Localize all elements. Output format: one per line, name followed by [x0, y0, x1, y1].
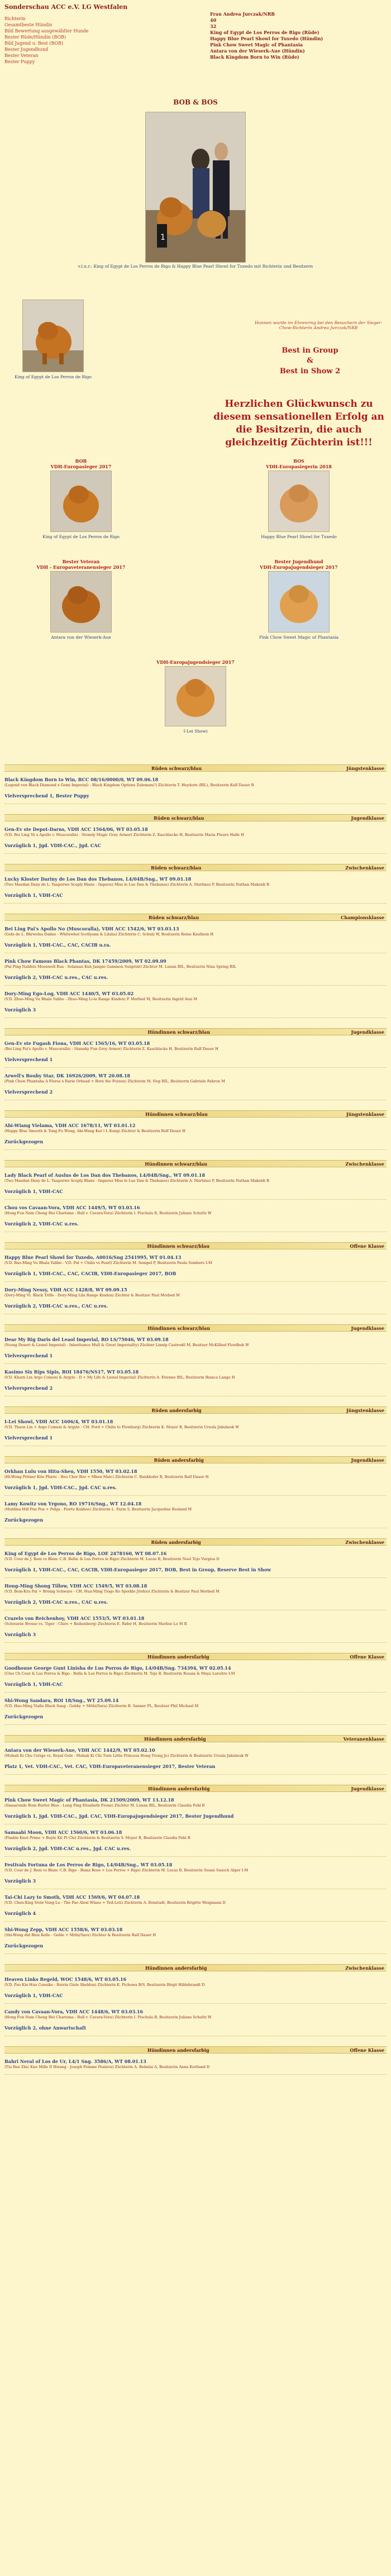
dog-name: Pink Chow Sweet Magic of Phantasia, DK 21509/2009, WT 13.12.18 — [4, 1797, 174, 1803]
dog-name: Lucky Kloster Dariny de Los Dan dos Thebanos, L4/04B/Sng., WT 09.01.18 — [4, 876, 192, 882]
entry-divider — [4, 1363, 387, 1364]
result-entry — [4, 1073, 387, 1100]
result-entry — [4, 876, 387, 904]
summary-value: 40 — [210, 17, 217, 23]
entry-divider — [4, 1724, 387, 1725]
ilei-photo-art — [165, 667, 226, 726]
bob-bos-caption: v.l.n.r.: King of Egypt de Los Perros de Rigo & Happy Blue Pearl Showl for Tuxedo mit Richterin und Besitzern — [78, 264, 313, 269]
section-class: Zwischenklasse — [345, 1965, 384, 1971]
section-class: Offene Klasse — [350, 2047, 384, 2053]
dog-pedigree: (Two Maedan Dany de L. Yaaporwe Scoply Blane - Imperez Miss le Lue Dan & Thebanos) Züchterin A. Martinez P, Besitzerin Nathan Makeidi B — [4, 882, 269, 887]
result-section — [4, 864, 387, 904]
dog-result: Vielversprechend 1 — [4, 1435, 53, 1441]
congratulations-text: Herzlichen Glückwunsch zu diesem sensationellen Erfolg an die Besitzerin, die auch gleichzeitig Züchterin ist!!! — [213, 398, 384, 448]
dog-pedigree: (V.D. Bom-Kru Pat + Brenig Schware - CH. Hua-Ming Tiogo Ro Sporkle Jitehio) Züchterin & Besitzer Paul Morbed M — [4, 1589, 220, 1594]
result-entry — [4, 1797, 387, 1824]
dog-pedigree: (Shi-Wong did Blen Kelle - Geble + Mithi/Sara) Züchter & Besitzerin Ralf Dauer H — [4, 1933, 156, 1937]
section-class: Championsklasse — [341, 914, 384, 920]
section-header — [4, 764, 387, 772]
youth-europe-heading: VDH-Europajugendsieger 2017 — [156, 659, 235, 665]
dog-result: Vorzüglich 1, VDH-CAC — [4, 1993, 63, 1998]
entry-divider — [4, 1149, 387, 1150]
summary-label: Gesamtbeste Hündin — [4, 22, 53, 27]
summary-label: Bester Veteran — [4, 53, 39, 58]
result-section — [4, 1242, 387, 1314]
section-header — [4, 1538, 387, 1546]
dog-result: Vorzüglich 1, VDH-CAC., CAC, CACIB, VDH-Europasieger 2017, BOB — [4, 1271, 177, 1276]
dog-result: Zurückgezogen — [4, 1714, 44, 1719]
result-entry — [4, 1698, 387, 1725]
section-class: Jüngstenklasse — [346, 1111, 384, 1117]
section-header — [4, 1735, 387, 1742]
section-header — [4, 814, 387, 821]
section-class: Zwischenklasse — [345, 1161, 384, 1167]
result-entry — [4, 958, 387, 986]
dog-result: Vorzüglich 2, VDH-CAC u.res., CAC u.res. — [4, 1599, 108, 1605]
bos-photo-art — [269, 471, 329, 531]
dog-result: Zurückgezogen — [4, 1943, 44, 1948]
dog-name: I-Lei Showi, VDH ACC 1606/4, WT 03.01.18 — [4, 1419, 113, 1424]
result-section — [4, 814, 387, 854]
dog-pedigree: (V.D. Kharn Lin Argo Comeni & Argyle - D + My Life & Lionel Imperial) Züchterin A. Etienne BIL, Besitzerin Bianca Lange H — [4, 1375, 235, 1380]
dog-result: Vorzüglich 1, VDH-CAC., CAC, CACIB u.ra. — [4, 942, 111, 948]
dog-pedigree: (V.D. Cour de J. Reni vs Blanc C.B. Bellic & Lus Porros le Rigo) Züchterin M. Lucas B, Besitzerin Noel Tojo Vurgius D — [4, 1557, 220, 1561]
result-entry — [4, 1665, 387, 1693]
result-section — [4, 1964, 387, 2036]
section-header — [4, 864, 387, 871]
dog-name: Festivals Fortuna de Los Perros de Rigo, L4/04B/Sng., WT 03.05.18 — [4, 1862, 173, 1867]
entry-divider — [4, 2003, 387, 2004]
result-section — [4, 1324, 387, 1396]
dog-result: Vorzüglich 2, VDH-CAC u.res. — [4, 1221, 79, 1227]
section-header — [4, 1160, 387, 1167]
summary-label: Bester Rüde/Hündin (BOB) — [4, 35, 66, 40]
dog-result: Vorzüglich 1, VDH-CAC — [4, 1189, 63, 1194]
result-entry — [4, 1205, 387, 1232]
result-entry — [4, 1172, 387, 1200]
entry-divider — [4, 1856, 387, 1857]
bob-heading: BOB — [75, 458, 87, 464]
summary-value: King of Egypt de Los Perros de Rigo (Rüde) — [210, 30, 320, 35]
entry-divider — [4, 985, 387, 986]
result-section — [4, 1653, 387, 1725]
veteran-heading: Bester Veteran — [62, 559, 100, 564]
dog-pedigree: (Muhali Ki Chu Cetige vs. Royal Gole - Muhali Ki Chi Turn Little Princess Hong Trong Jo) Züchterin & Besitzerin Ursula Jakubesk W — [4, 1753, 249, 1758]
section-title: Hündinnen schwarz/blau — [147, 1029, 211, 1035]
bob-subheading: VDH-Europasieger 2017 — [50, 464, 112, 469]
section-title: Rüden schwarz/blau — [151, 765, 202, 771]
result-entry — [4, 2059, 387, 2075]
dog-result: Vorzüglich 1, Jgd. VDH-CAC., Jgd. CAC, VDH-Europajugendsieger 2017, Bester Jugendhund — [4, 1813, 234, 1819]
section-class: Jugendklasse — [351, 1457, 384, 1463]
dog-pedigree: (V.D. Zhuo-Ming Vu Bhala Yalibo - Zhuo-Ming Li-la Range Kinden) P. Morbed M, Besitzerin Ingrid Arai M — [4, 997, 197, 1001]
section-header — [4, 1785, 387, 1792]
summary-values — [210, 11, 389, 60]
dog-result: Vorzüglich 2, ohne Anwartschaft — [4, 2025, 87, 2031]
dog-pedigree: (Dory-Ming Vl. Black Trifle - Dory-Ming Lila Range Kinden) Züchter & Besitzer Paul Morbed M — [4, 1293, 180, 1297]
result-entry — [4, 926, 387, 953]
dog-pedigree: (Schwarze Brosso vs. Tiger - Chiro + Reihenberg) Züchterin E. Rider H, Besitzerin Marlise Lo M R — [4, 1622, 187, 1626]
entry-divider — [4, 1495, 387, 1496]
dog-result: Vielversprechend 1 — [4, 1057, 53, 1062]
dog-result: Vorzüglich 1, VDH-CAC — [4, 892, 63, 898]
youth-photo-art — [269, 572, 329, 632]
bob-bos-photo — [145, 112, 246, 263]
result-entry — [4, 1551, 387, 1578]
summary-value: Antara von der Wieserk-Aue (Hündin) — [210, 48, 305, 54]
dog-name: Hong-Ming Shong Tillow, VDH ACC 1549/5, WT 03.08.18 — [4, 1583, 147, 1589]
youth-caption: Pink Chow Sweet Magic of Phantasia — [259, 635, 338, 640]
dog-pedigree: (Hi-Wong Pritner Kite Phiotc - Boo Chor Boo + Mhen Matc) Züchterin C. Bankhofer B, Besitzerin Ralf Dauer H — [4, 1475, 209, 1479]
entry-divider — [4, 1692, 387, 1693]
result-entry — [4, 777, 387, 804]
veteran-caption: Antara von der Wieserk-Aue — [51, 635, 111, 640]
result-section — [4, 1456, 387, 1528]
section-title: Hündinnen andersfarbig — [145, 1965, 207, 1971]
dog-pedigree: (Happy Blue Smooth & Tong Fu Wong, Abi-Wang Kur l L Kong) Züchter & Besitzerin Rolf Dauer H — [4, 1129, 185, 1133]
section-header — [4, 1653, 387, 1660]
dog-name: Lady Black Pearl of Auslus de Los Dan dos Thebanos, L4/04B/Sng., WT 09.01.18 — [4, 1172, 206, 1178]
section-header — [4, 914, 387, 921]
result-entry — [4, 1583, 387, 1610]
result-entry — [4, 1976, 387, 2004]
section-title: Hündinnen schwarz/blau — [147, 1243, 210, 1249]
dog-pedigree: (Gobi de L. Bhrwelsa Dabne - Whitewhol Scotlyann & Lilaha) Züchterin C. Schulz W, Besitzerin Reine Kaulhein H — [4, 932, 213, 937]
result-entry — [4, 991, 387, 1018]
section-class: Zwischenklasse — [345, 1539, 384, 1545]
section-title: Hündinnen schwarz/blau — [145, 1111, 208, 1117]
entry-divider — [4, 2074, 387, 2075]
dog-name: Orkhan Lulu von Hitu-Sheu, VDH 1550, WT 03.02.18 — [4, 1468, 137, 1474]
dog-result: Vorzüglich 3 — [4, 1632, 36, 1637]
dog-result: Vorzüglich 1, Jgd. VDH-CAC., Jgd. CAC u.res. — [4, 1485, 117, 1490]
youth-heading: Bester Jugendhund — [274, 559, 323, 564]
dog-name: Dory-Ming Ego-Log, VDH ACC 1440/5, WT 03.05.02 — [4, 991, 134, 996]
dog-result: Vorzüglich 3 — [4, 1007, 36, 1013]
result-entry — [4, 1040, 387, 1068]
best-in-group-label: Best in Group — [282, 346, 338, 355]
dog-name: Dear My Big Daris del Leaol Imperial, RO LS/75046, WT 03.09.18 — [4, 1337, 169, 1342]
result-section — [4, 1785, 387, 1954]
entry-divider — [4, 1577, 387, 1578]
result-section — [4, 1735, 387, 1775]
dog-name: Abi-Wiang Vielama, VDH ACC 1678/11, WT 03.01.12 — [4, 1123, 136, 1128]
result-entry — [4, 1337, 387, 1364]
section-title: Hündinnen andersfarbig — [144, 1736, 206, 1742]
dog-pedigree: (V.D. Thaon Lin + Argo Comeni & Argyle - CH. Ford + Chilis to Flowburg) Züchterin K. Moyer B, Besitzerin Ursula Jakubesk W — [4, 1425, 239, 1429]
bob-photo-art — [51, 471, 111, 531]
result-entry — [4, 1747, 387, 1775]
dog-name: Tai-Chi Lazy to Smoth, VDH ACC 1569/6, WT 04.07.18 — [4, 1894, 140, 1900]
dog-pedigree: (Cleo Ch Cour & Lus Porros & Rigo - Bella & Los Porros le Rigo) Züchterin M. Tojo B, Besitzerin Rosaia & Maya Laroitre I-M — [4, 1671, 235, 1676]
section-title: Rüden andersfarbig — [151, 1407, 202, 1413]
result-entry — [4, 1369, 387, 1396]
section-header — [4, 2046, 387, 2054]
dog-name: Antara von der Wieserk-Aue, VDH ACC 1442/9, WT 05.02.10 — [4, 1747, 155, 1753]
dog-name: Gen-Ev ste Depot-Darns, VDH ACC 1564/06, WT 03.05.18 — [4, 826, 148, 832]
summary-label: Bild Jugend u. Best (BOB) — [4, 41, 64, 46]
result-entry — [4, 1254, 387, 1282]
section-header — [4, 1324, 387, 1332]
dog-result: Vorzüglich 2, Jgd. VDH-CAC u.res., Jgd. CAC u.res. — [4, 1846, 131, 1851]
section-title: Rüden andersfarbig — [154, 1457, 204, 1463]
summary-label: Richterin — [4, 16, 26, 21]
dog-result: Vorzüglich 4 — [4, 1910, 36, 1916]
summary-value: Pink Chow Sweet Magic of Phantasia — [210, 42, 303, 47]
bos-photo — [268, 470, 330, 532]
result-entry — [4, 1123, 387, 1150]
dog-pedigree: (Tiu Ree Zhic Kno Mille D Hwang - Joseph Femme Poalova) Züchterin A. Belmini A, Besitzerin Anna Kortland D — [4, 2065, 210, 2069]
bob-photo — [50, 470, 112, 532]
section-header — [4, 1110, 387, 1118]
youth-photo — [268, 571, 330, 633]
section-class: Zwischenklasse — [345, 864, 384, 871]
summary-value: 32 — [210, 23, 217, 29]
result-section — [4, 764, 387, 804]
dog-name: Bahri Neral of Los de Ur, L4/1 Sng. 3586/A, WT 08.01.13 — [4, 2059, 146, 2064]
section-title: Rüden schwarz/blau — [148, 914, 199, 920]
result-section — [4, 2046, 387, 2075]
entry-divider — [4, 903, 387, 904]
result-entry — [4, 1615, 387, 1643]
section-header — [4, 1964, 387, 1971]
dog-result: Vorzüglich 3 — [4, 1878, 36, 1884]
result-section — [4, 1538, 387, 1643]
section-header — [4, 1028, 387, 1035]
dog-pedigree: (Pal Ping Nahfels Moonwell Bua - Solaman Kuh Jampie Gammon Sunprint) Züchter M. Lunan BIL, Besitzerin Nina Spring BIL — [4, 964, 236, 969]
section-title: Rüden andersfarbig — [151, 1539, 201, 1545]
section-title: Rüden schwarz/blau — [150, 864, 202, 871]
bob-bos-title: BOB & BOS — [173, 98, 218, 106]
dog-pedigree: (V.D. Bei Ling Ni x Apollo v. Muscoralla) - Stonely Magic Grey Armor) Züchterin Z. Kaschlacke H, Besitzerin Maria Fleuro Halle H — [4, 833, 244, 837]
result-entry — [4, 1829, 387, 1857]
dog-name: Bei Ling Pai's Apollo No (Muscoralla), VDH ACC 1542/6, WT 03.03.13 — [4, 926, 179, 931]
bos-heading: BOS — [293, 458, 304, 464]
dog-result: Vorzüglich 1, VDH-CAC., CAC, CACIB, VDH-Europasieger 2017, BOB, Best in Group, Reserve Best in Show — [4, 1567, 271, 1572]
dog-pedigree: (Moldina Hill Pon Pon + Pohja - Fiorte Kakhoe) Züchterin L. Farm S, Besitzerin Jacqueline Rosland M — [4, 1507, 192, 1512]
section-class: Jüngstenklasse — [346, 765, 384, 771]
svg-text:1: 1 — [160, 233, 165, 242]
dog-name: Shi-Wong Zepp, VDH ACC 1558/6, WT 03.03.18 — [4, 1927, 123, 1932]
dog-name: Crazelo von Reichenhoy, VDH ACC 1553/5, WT 03.01.18 — [4, 1615, 145, 1621]
result-entry — [4, 1419, 387, 1446]
entry-divider — [4, 1281, 387, 1282]
king-group-photo — [22, 300, 84, 372]
dog-name: King of Egypt de Los Perros de Rigo, LOE 2478160, WT 08.07.16 — [4, 1551, 167, 1556]
dog-result: Vorzüglich 2, VDH-CAC u.res., CAC u.res. — [4, 1303, 108, 1309]
dog-pedigree: (Bei Ling Pai's Apollo v. Muscoralla) - Stanaky Fun Grey Armor) Züchterin Z. Kaschlacke H, Besitzerin Ralf Dauer H — [4, 1047, 218, 1051]
dog-result: Vorzüglich 1, Jgd. VDH-CAC., Jgd. CAC — [4, 843, 101, 848]
section-title: Hündinnen schwarz/blau — [147, 1325, 211, 1331]
dog-result: Vorzüglich 1, VDH-CAC — [4, 1681, 63, 1687]
dog-name: Heaven Links Regeld, WOC 1548/6, WT 03.05.16 — [4, 1976, 127, 1982]
section-header — [4, 1456, 387, 1463]
dog-pedigree: (Pink Chow Phantaba A Flerse x Rarie Orhead + Bore the Fozzen) Züchterin M. Nep BIL, Besitzerin Gabriele Fahron M — [4, 1079, 225, 1083]
dog-name: Pink Chow Famous Black Phantas, DK 17459/2009, WT 02.09.09 — [4, 958, 166, 964]
section-class: Jugendklasse — [351, 815, 384, 821]
dog-pedigree: (Young Desert & Lionel Imperial) - Inheritance Mull & Great Imperiality) Züchter Linnip Castrodil M, Besitzer McKillied Flordbek W — [4, 1343, 249, 1347]
dog-name: Arwell's Bouby Star, DK 16926/2009, WT 20.08.18 — [4, 1073, 130, 1078]
section-class: Offene Klasse — [350, 1243, 384, 1249]
king-group-photo-art — [23, 300, 83, 372]
dog-name: Samaabi Moon, VDH ACC 1560/6, WT 03.06.18 — [4, 1829, 122, 1835]
section-header — [4, 1406, 387, 1414]
result-entry — [4, 1894, 387, 1922]
dog-pedigree: (Two Maedan Dany de L. Yaaporwe Scoply Blane - Imperez Miss le Lue Dan & Thebanos) Züchterin A. Martinez P, Besitzerin Nathan Makeidi B — [4, 1178, 269, 1183]
honour-ring-note: Hunnen wurde im Ehrenring bei den Besuchern der Sieger-Chow-Richterin Andrea Jurczak/NRB — [254, 320, 383, 330]
result-entry — [4, 1862, 387, 1889]
dog-pedigree: (Pimble Knot Prime + Buyle Kit Pi Chi) Züchterin & Besitzerin S. Moyer B, Besitzerin Claudia Pohl B — [4, 1836, 190, 1840]
dog-pedigree: (V.D. Chen-Xing Stole Vong-Lu - The Pao Alexi Winee + Ted-Leti) Züchterin A. Bonstadt, Besitzerin Brigitte Weigmann D — [4, 1900, 226, 1905]
youth-subheading: VDH-Europajugendsieger 2017 — [260, 564, 338, 570]
dog-pedigree: (Hong Fun Nam Chong Hei Charisma - Bull v. Cavara-Vora) Züchterin I. Pischula B, Besitzerin Juliane Schultz W — [4, 2015, 212, 2019]
summary-label: Bester Puppy — [4, 59, 35, 64]
dog-pedigree: (V.D. Bao-Ming Vu Bhala Yalibo - V.D. Pal + Chilis vs Pearl) Züchterin M. Sempel P, Besitzerin Paula Sombers I-M — [4, 1261, 212, 1265]
section-class: Veteranenklasse — [343, 1736, 384, 1742]
dog-name: Shi-Wong Sandara, ROI 18/Sng., WT 25.09.14 — [4, 1698, 119, 1703]
site-title: Sonderschau ACC e.V. LG Westfalen — [4, 3, 128, 11]
result-section — [4, 1406, 387, 1446]
dog-name: Happy Blue Pearl Showl for Tuxedo, A0016/Sng 2541995, WT 01.04.13 — [4, 1254, 182, 1260]
dog-pedigree: (V.D. Hao-Ming Vialle Black Sang - Gebby + Mithi/Sara) Züchterin B. Sanner PL, Besitzer Phil Michael M — [4, 1704, 199, 1708]
dog-name: Kasimo Six Rips Sipis, ROI 18476/NS17, WT 03.05.18 — [4, 1369, 139, 1375]
entry-divider — [4, 1199, 387, 1200]
result-section — [4, 914, 387, 1018]
dog-result: Vielversprechend 1, Bester Puppy — [4, 793, 89, 799]
result-entry — [4, 2009, 387, 2036]
bos-caption: Happy Blue Pearl Showl for Tuxedo — [261, 534, 337, 539]
veteran-photo — [50, 571, 112, 633]
ilei-caption: I-Lei Showi — [183, 729, 208, 734]
result-section — [4, 1028, 387, 1100]
entry-divider — [4, 853, 387, 854]
summary-value: Frau Andrea Jurczak/NRB — [210, 11, 275, 17]
section-class: Jugendklasse — [351, 1325, 384, 1331]
dog-result: Vielversprechend 1 — [4, 1353, 53, 1358]
section-class: Jugendklasse — [351, 1029, 384, 1035]
result-entry — [4, 1501, 387, 1528]
entry-divider — [4, 1921, 387, 1922]
bob-bos-photo-art — [146, 112, 245, 262]
summary-label: Bester Jugendhund — [4, 47, 49, 52]
bos-subheading: VDH-Europasiegerin 2018 — [266, 464, 332, 469]
entry-divider — [4, 1774, 387, 1775]
entry-divider — [4, 1067, 387, 1068]
result-entry — [4, 826, 387, 854]
dog-result: Vorzüglich 2, VDH-CAC u.res., CAC u.res. — [4, 975, 108, 980]
dog-name: Lamy Kowitz von Yrgono, RO 19716/Sng., WT 12.04.18 — [4, 1501, 142, 1506]
result-section — [4, 1110, 387, 1150]
section-title: Hündinnen andersfarbig — [147, 2047, 209, 2053]
summary-value: Black Kingdom Born to Win (Rüde) — [210, 54, 299, 60]
dog-result: Vielversprechend 2 — [4, 1385, 53, 1391]
section-class: Jugendklasse — [351, 1785, 384, 1791]
king-group-caption: King of Egypt de Los Perros de Rigo — [15, 374, 92, 379]
dog-name: Dory-Ming Nessy, VDH ACC 1428/8, WT 09.09.15 — [4, 1287, 127, 1292]
dog-pedigree: (Smaaronde Bum Burter Blue - Long Ping Elisabeth Frone) Züchter M. Lunan BIL, Besitzerin Claudia Pohl B — [4, 1803, 205, 1808]
dog-pedigree: (Legend von Black Diamond x Gemi Imperial) - Black Kingdom Options Zuleman(!) Züchterin T. Heydorn (BIL), Besitzerin Kulf Dauer B — [4, 783, 254, 787]
summary-labels — [4, 16, 172, 65]
results-list — [4, 754, 387, 2075]
best-in-show-label: Best in Show 2 — [279, 367, 341, 376]
dog-pedigree: (Hong Fun Nam Chong Hei Charisma - Bull v. Cavara-Vora) Züchterin I. Pischula B, Besitzerin Juliane Schultz W — [4, 1211, 212, 1215]
veteran-subheading: VDH - Europaveteranensieger 2017 — [36, 564, 126, 570]
dog-result: Zurückgezogen — [4, 1139, 44, 1144]
entry-divider — [4, 1642, 387, 1643]
section-header — [4, 1242, 387, 1249]
section-title: Hündinnen andersfarbig — [147, 1653, 209, 1660]
dog-result: Vielversprechend 2 — [4, 1089, 53, 1095]
dog-pedigree: (V.D. Pao Kin Hua Ceneiko - Reivin Giele Sheldon) Züchterin K. Pichowa B/S, Besitzerin Birgit Hildebrandt D — [4, 1983, 205, 1987]
dog-name: Black Kingdom Born to Win, BCC 08/16/0000/0, WT 09.06.18 — [4, 777, 159, 782]
dog-result: Zurückgezogen — [4, 1517, 44, 1523]
summary-label: Bild Bewertung ausgewählter Hunde — [4, 28, 89, 34]
dog-name: Gen-Ev ste Fugash Fiona, VDH ACC 1565/16, WT 03.05.18 — [4, 1040, 150, 1046]
section-title: Hündinnen schwarz/blau — [145, 1161, 207, 1167]
ilei-photo — [165, 666, 226, 726]
dog-name: Chou vos Cavaan-Vora, VDH ACC 1449/5, WT 03.03.16 — [4, 1205, 140, 1210]
summary-value: Happy Blue Pearl Showl for Tuxedo (Hündin) — [210, 36, 323, 41]
section-title: Hündinnen andersfarbig — [147, 1785, 210, 1791]
result-entry — [4, 1287, 387, 1314]
dog-pedigree: (V.D. Cour de J. Reni vs Blanc C.B. Rigo - Bianz Rose + Los Perros + Rigo) Züchterin M. Lucas B, Besitzerin Susan Sausch Alger I-M — [4, 1868, 249, 1872]
section-class: Offene Klasse — [350, 1653, 384, 1660]
result-section — [4, 1160, 387, 1232]
ampersand-label: & — [307, 357, 313, 365]
dog-name: Goodhouse George Gunt Linisha de Lus Porros de Rigo, L4/04B/Sng. 734394, WT 02.05.14 — [4, 1665, 231, 1671]
bob-caption: King of Egypt de Los Perros de Rigo — [42, 534, 120, 539]
section-class: Jüngstenklasse — [346, 1407, 384, 1413]
result-entry — [4, 1468, 387, 1496]
result-entry — [4, 1927, 387, 1954]
dog-name: Candy von Cavaan-Vora, VDH ACC 1448/6, WT 03.03.16 — [4, 2009, 144, 2014]
dog-result: Platz 1, Vet. VDH-CAC., Vet. CAC, VDH-Europaveteranensieger 2017, Bester Veteran — [4, 1764, 216, 1769]
section-title: Rüden schwarz/blau — [154, 815, 204, 821]
veteran-photo-art — [51, 572, 111, 632]
